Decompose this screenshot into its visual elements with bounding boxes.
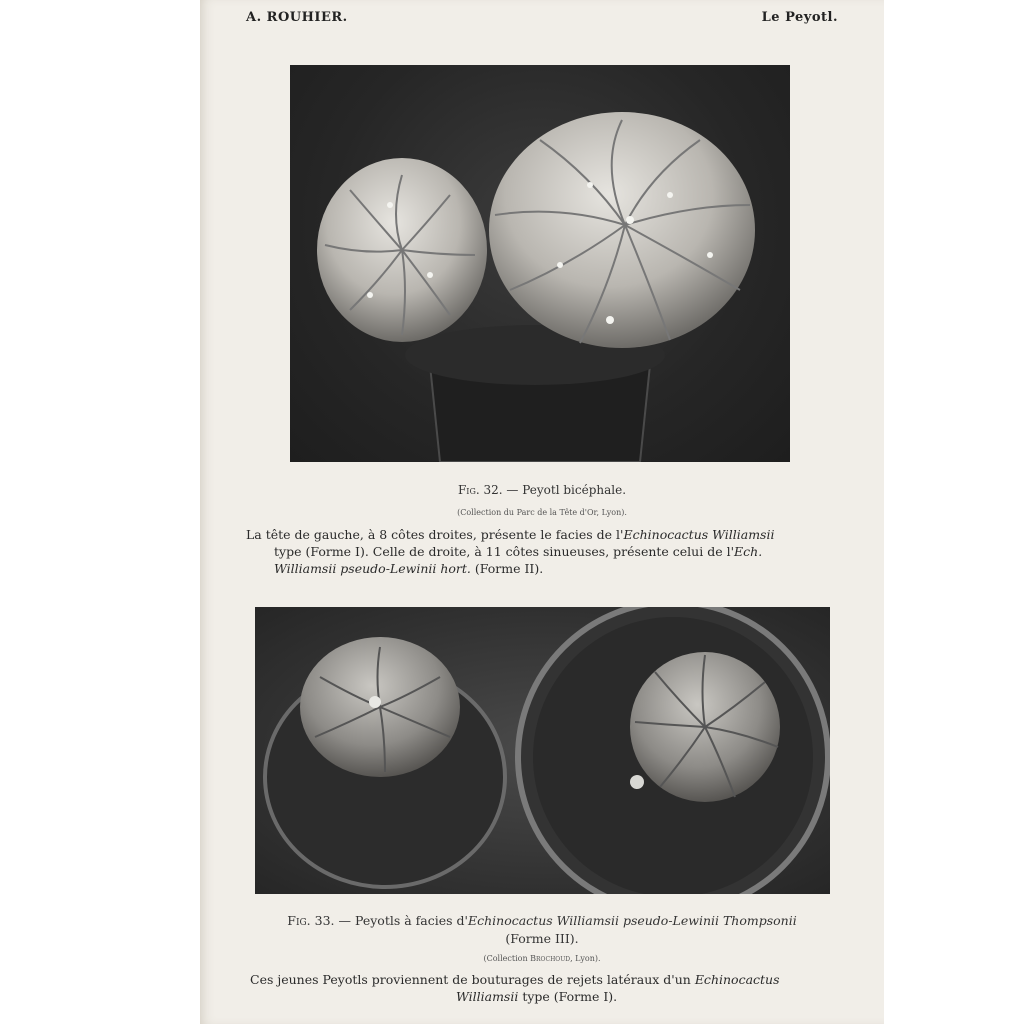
fig32-desc-text: (Forme II).: [470, 561, 544, 576]
fig32-desc-text: La tête de gauche, à 8 côtes droites, présente le facies de l': [246, 527, 624, 542]
fig33-desc-text: type (Forme I).: [518, 989, 618, 1004]
fig33-desc-text: Ces jeunes Peyotls proviennent de bouturages de rejets latéraux d'un: [250, 972, 695, 987]
figure-33-label: Fig. 33.: [287, 913, 335, 928]
figure-33-title-text: Peyotls à facies d': [354, 913, 468, 928]
fig32-desc-species: Williamsii pseudo-Lewinii hort.: [274, 561, 471, 576]
figure-33-forme: (Forme III).: [505, 931, 579, 946]
figure-33-title-species: Echinocactus Williamsii pseudo-Lewinii Thompsonii: [467, 913, 797, 928]
running-header-author: A. ROUHIER.: [246, 10, 348, 25]
figure-32-caption: [200, 483, 884, 497]
fig32-desc-species: Ech.: [734, 544, 763, 559]
fig33-desc-line1: [250, 972, 780, 987]
fig33-desc-species: Echinocactus: [694, 972, 780, 987]
fig33-desc-species: Williamsii: [456, 989, 519, 1004]
peyotl-bicephalous-image: [290, 65, 790, 462]
fig32-desc-line3: [246, 560, 846, 577]
figure-33-caption: [200, 913, 884, 928]
fig33-collection-text: (Collection: [483, 954, 531, 963]
figure-32-collection: (Collection du Parc de la Tête d'Or, Lyon).: [457, 508, 627, 517]
figure-32-label: Fig. 32.: [457, 483, 503, 497]
figure-33-collection: [200, 954, 884, 963]
running-header-title: Le Peyotl.: [761, 10, 838, 25]
peyotl-pots-image: [255, 607, 830, 894]
figure-33-dash: —: [338, 913, 351, 928]
fig33-collection-text: , Lyon).: [570, 954, 601, 963]
figure-32-description: [246, 526, 846, 577]
figure-32-dash: —: [506, 483, 519, 497]
fig32-desc-species: Echinocactus Williamsii: [623, 527, 775, 542]
figure-33-photo: [255, 607, 830, 894]
fig32-desc-text: type (Forme I). Celle de droite, à 11 côtes sinueuses, présente celui de l': [274, 544, 735, 559]
book-page: [200, 0, 884, 1024]
fig33-desc-line2: [250, 988, 850, 1005]
fig33-collection-name: Brochoud: [530, 954, 571, 963]
figure-32-photo: [290, 65, 790, 462]
fig32-desc-line1: [246, 527, 774, 542]
fig32-desc-line2: [246, 543, 846, 560]
figure-32-title: Peyotl bicéphale.: [522, 483, 627, 497]
figure-33-description: [250, 971, 850, 1005]
